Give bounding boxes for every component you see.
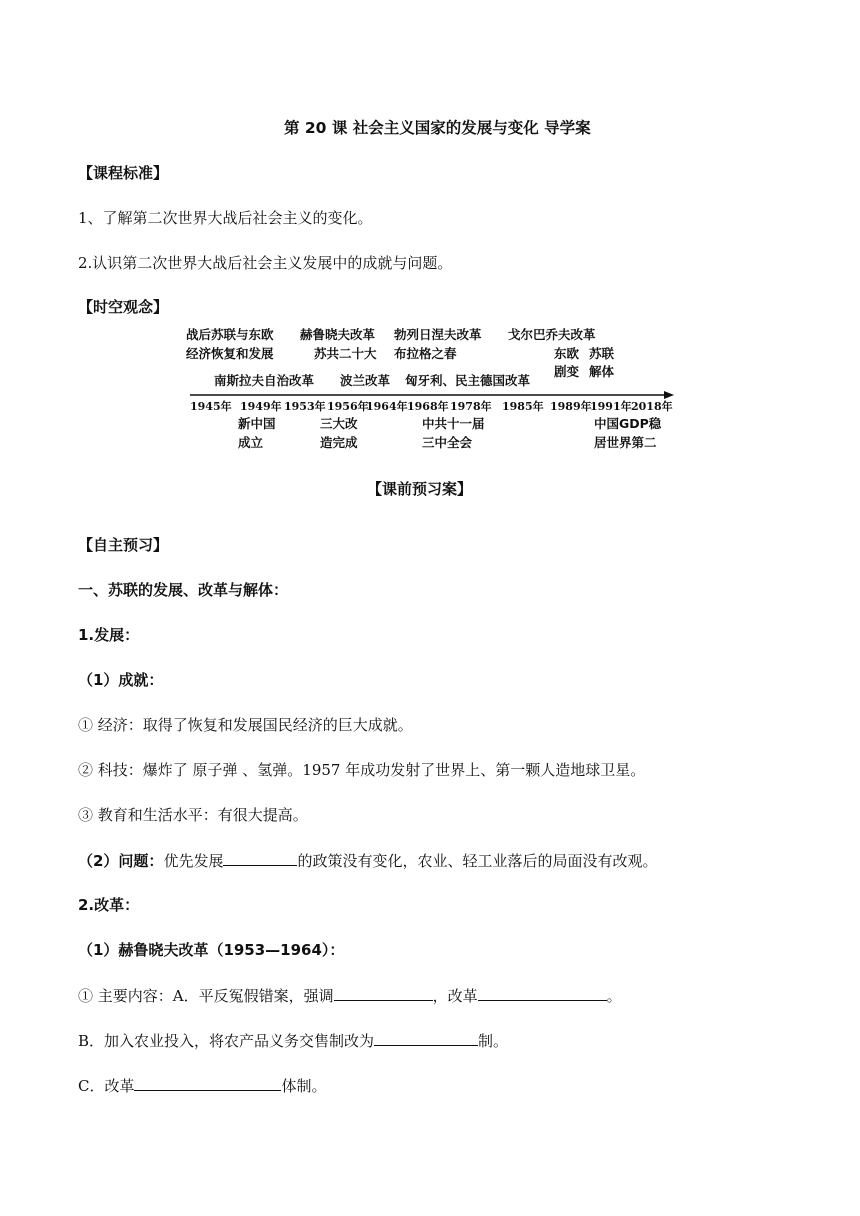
timeline-label: 南斯拉夫自治改革 [214, 373, 315, 388]
timeline-label: 匈牙利、民主德国改革 [405, 373, 531, 388]
timeline-year: 1978年 [450, 400, 492, 413]
reform-b-text-pre: B．加入农业投入，将农产品义务交售制改为 [78, 1032, 375, 1050]
reform-a-text-end: 。 [606, 987, 622, 1005]
timeline-label: 三大改 [320, 416, 358, 431]
section-spacetime-heading: 【时空观念】 [78, 298, 169, 316]
reform-content-a [78, 985, 622, 1006]
problem-line [78, 850, 657, 871]
timeline-year: 1968年 [407, 400, 449, 413]
problem-text-pre: 优先发展 [163, 852, 224, 870]
timeline-label: 赫鲁晓夫改革 [300, 327, 376, 342]
fill-blank[interactable] [223, 850, 297, 866]
heading-development: 1.发展： [78, 626, 140, 644]
section-standard-heading: 【课程标准】 [78, 164, 169, 182]
timeline-label: 波兰改革 [340, 373, 391, 388]
fill-blank[interactable] [374, 1030, 478, 1046]
timeline-label: 苏共二十大 [314, 346, 377, 361]
reform-c-text-end: 体制。 [281, 1077, 327, 1095]
standard-item-2: 2.认识第二次世界大战后社会主义发展中的成就与问题。 [78, 254, 453, 272]
fill-blank[interactable] [334, 985, 433, 1001]
fill-blank[interactable] [134, 1075, 281, 1091]
timeline-label: 剧变 [554, 364, 580, 379]
reform-content-b [78, 1030, 508, 1051]
timeline-label: 三中全会 [422, 435, 473, 450]
page-title: 第 20 课 社会主义国家的发展与变化 导学案 [284, 119, 591, 137]
timeline-year: 1991年 [590, 400, 632, 413]
timeline-year: 1985年 [502, 400, 544, 413]
timeline-label: 东欧 [554, 346, 580, 361]
timeline-year: 1964年 [366, 400, 408, 413]
reform-content-c [78, 1075, 327, 1096]
achievement-education: ③ 教育和生活水平：有很大提高。 [78, 806, 308, 824]
timeline-label: 勃列日涅夫改革 [394, 327, 482, 342]
reform-b-text-end: 制。 [478, 1032, 509, 1050]
problem-text-post: 的政策没有变化，农业、轻工业落后的局面没有改观。 [297, 852, 658, 870]
timeline-label: 造完成 [320, 435, 358, 450]
timeline-year: 1989年 [550, 400, 592, 413]
problem-label: （2）问题： [78, 852, 164, 870]
section-self-study-heading: 【自主预习】 [78, 536, 169, 554]
timeline-year: 2018年 [631, 400, 673, 413]
heading-reform: 2.改革： [78, 896, 140, 914]
timeline-label: 战后苏联与东欧 [186, 327, 274, 342]
sub-achievement: （1）成就： [78, 671, 164, 689]
sub-khrushchev-reform: （1）赫鲁晓夫改革（1953—1964）： [78, 941, 345, 959]
timeline-label: 戈尔巴乔夫改革 [508, 327, 596, 342]
timeline-label: 新中国 [238, 416, 276, 431]
timeline-label: 中共十一届 [422, 416, 485, 431]
achievement-economy: ① 经济：取得了恢复和发展国民经济的巨大成就。 [78, 716, 413, 734]
history-timeline [186, 326, 676, 456]
achievement-technology: ② 科技：爆炸了 原子弹 、氢弹。1957 年成功发射了世界上、第一颗人造地球卫星。 [78, 761, 646, 779]
timeline-label: 苏联 [589, 346, 615, 361]
timeline-year: 1956年 [327, 400, 369, 413]
timeline-label: 布拉格之春 [394, 346, 457, 361]
timeline-label: 居世界第二 [594, 435, 657, 450]
timeline-label: 经济恢复和发展 [186, 346, 274, 361]
reform-a-text-mid: ，改革 [432, 987, 478, 1005]
timeline-label: 成立 [238, 435, 264, 450]
timeline-year: 1949年 [240, 400, 282, 413]
timeline-label: 中国GDP稳 [594, 416, 662, 431]
section-preview-heading: 【课前预习案】 [367, 480, 473, 498]
timeline-year: 1953年 [284, 400, 326, 413]
reform-c-text-pre: C．改革 [78, 1077, 135, 1095]
standard-item-1: 1、了解第二次世界大战后社会主义的变化。 [78, 209, 373, 227]
timeline-year: 1945年 [190, 400, 232, 413]
timeline-label: 解体 [589, 364, 615, 379]
reform-a-text-pre: ① 主要内容：A．平反冤假错案，强调 [78, 987, 334, 1005]
heading-soviet-union: 一、苏联的发展、改革与解体： [78, 581, 289, 599]
fill-blank[interactable] [478, 985, 607, 1001]
